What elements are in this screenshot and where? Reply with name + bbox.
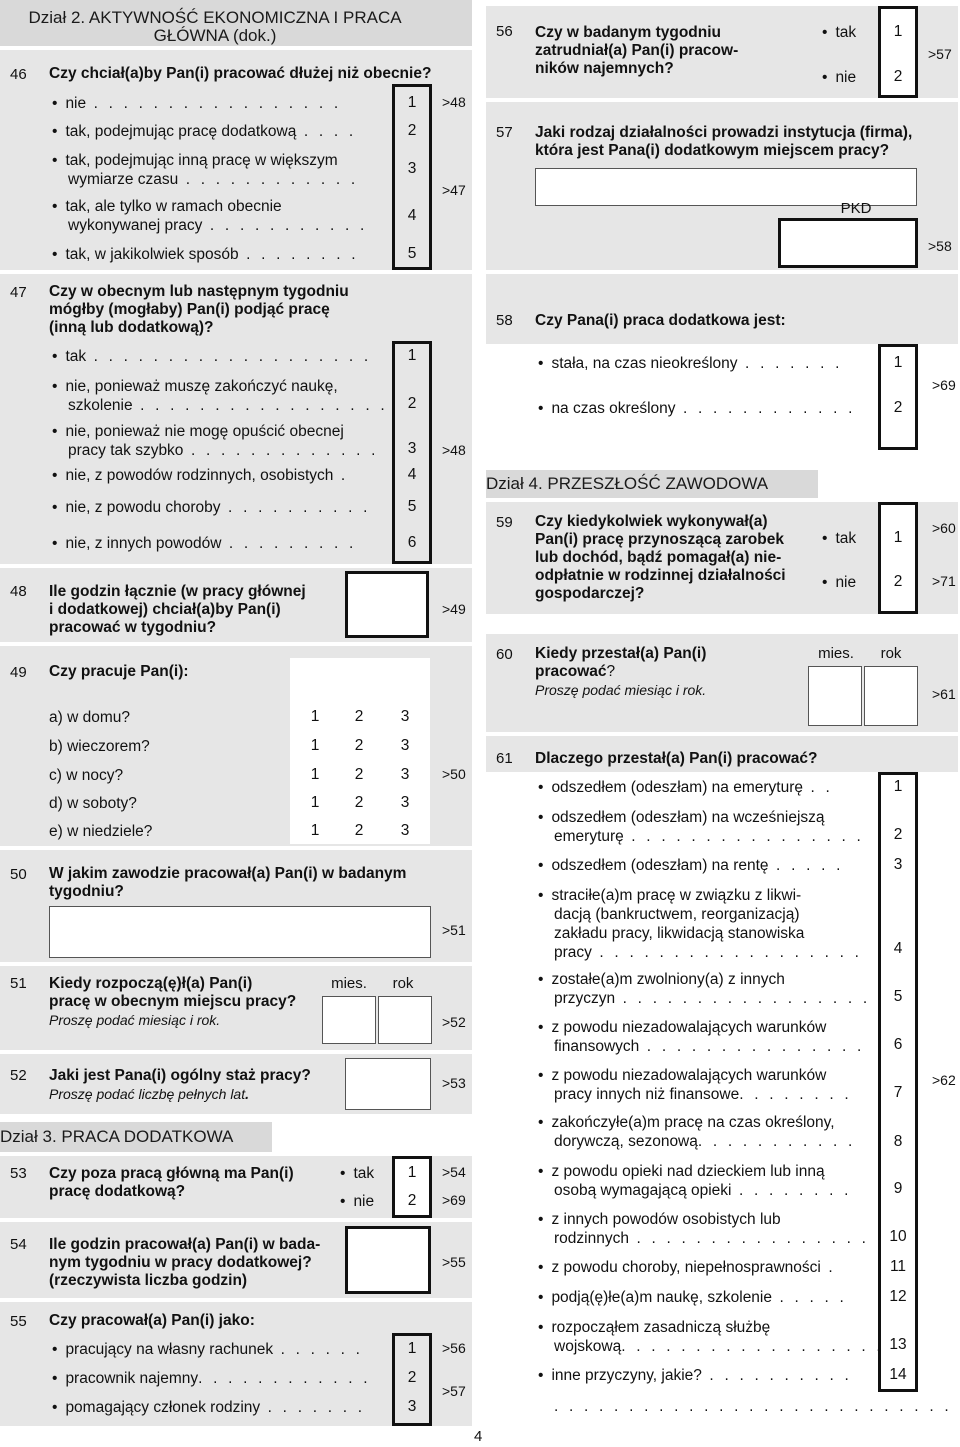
hint-text: Proszę podać liczbę pełnych lat.	[49, 1086, 249, 1102]
option-nie[interactable]: • nie . . . . . . . . . . . . . . . . .	[52, 94, 341, 113]
question-text-line2: pracować?	[535, 663, 616, 680]
section-4-title: Dział 4. PRZESZŁOŚĆ ZAWODOWA	[486, 474, 769, 493]
answer-code[interactable]: 1	[310, 822, 320, 839]
answer-code[interactable]: 4	[407, 207, 417, 224]
row-label: d) w soboty?	[49, 795, 137, 812]
option-wojsko[interactable]: • rozpocząłem zasadniczą służbę wojskową. . . . . . . . . . . . . . . . . .	[538, 1318, 884, 1356]
q47-code-column	[392, 341, 432, 564]
question-number: 58	[496, 312, 513, 329]
question-57	[486, 102, 958, 270]
skip-instruction: >48	[442, 442, 466, 458]
answer-code[interactable]: 2	[893, 399, 903, 416]
option-czas-okreslony[interactable]: • zakończyłe(a)m pracę na czas określony, dorywczą, sezonową. . . . . . . . . . .	[538, 1113, 856, 1151]
question-number: 48	[10, 583, 27, 600]
q61-code-column	[878, 772, 918, 1392]
question-text-line1: Ile godzin pracował(a) Pan(i) w bada-	[49, 1236, 321, 1253]
option-tak[interactable]: • tak . . . . . . . . . . . . . . . . . . .	[52, 347, 371, 366]
left-column	[0, 0, 472, 1430]
option-tak-obecna-praca[interactable]: • tak, ale tylko w ramach obecnie wykonywanej pracy . . . . . . . . . . .	[52, 197, 368, 235]
answer-code[interactable]: 4	[407, 466, 417, 483]
label-month: mies.	[818, 645, 854, 662]
question-number: 53	[10, 1165, 27, 1182]
option-nie[interactable]: • nie	[340, 1192, 374, 1211]
q59-code-column	[878, 502, 918, 614]
question-49	[0, 646, 472, 846]
question-52	[0, 1054, 472, 1114]
skip-instruction: >62	[932, 1072, 956, 1088]
skip-instruction: >69	[932, 377, 956, 393]
section-4-header	[486, 470, 818, 498]
option-nie[interactable]: • nie	[822, 68, 856, 87]
question-number: 50	[10, 866, 27, 883]
question-number: 47	[10, 284, 27, 301]
question-number: 59	[496, 514, 513, 531]
question-text-line2: mógłby (mogłaby) Pan(i) podjąć pracę	[49, 301, 330, 318]
option-nauka[interactable]: • podją(ę)łe(a)m naukę, szkolenie . . . . .	[538, 1288, 847, 1307]
year-input[interactable]	[378, 996, 432, 1044]
answer-code[interactable]: 2	[354, 794, 364, 811]
answer-code[interactable]: 1	[407, 1340, 417, 1357]
month-input[interactable]	[322, 996, 376, 1044]
answer-code[interactable]: 2	[407, 1192, 417, 1209]
skip-instruction: >47	[442, 182, 466, 198]
skip-instruction: >50	[442, 766, 466, 782]
option-finansowe[interactable]: • z powodu niezadowalających warunków finansowych . . . . . . . . . . . . . . .	[538, 1018, 865, 1056]
question-number: 57	[496, 124, 513, 141]
question-text: Dlaczego przestał(a) Pan(i) pracować?	[535, 750, 818, 767]
answer-code[interactable]: 1	[310, 708, 320, 725]
label-year: rok	[392, 975, 414, 992]
question-text-line2: tygodniu?	[49, 883, 124, 900]
answer-code[interactable]: 2	[354, 708, 364, 725]
option-warunki-pracy[interactable]: • z powodu niezadowalających warunków pracy innych niż finansowe. . . . . . . .	[538, 1066, 852, 1104]
answer-code[interactable]: 2	[407, 122, 417, 139]
skip-instruction: >51	[442, 922, 466, 938]
skip-instruction: >61	[932, 686, 956, 702]
skip-instruction: >52	[442, 1014, 466, 1030]
answer-code[interactable]: 11	[889, 1258, 907, 1275]
question-text-line2: pracę dodatkową?	[49, 1183, 186, 1200]
question-text-line1: Czy w obecnym lub następnym tygodniu	[49, 283, 349, 300]
answer-code[interactable]: 3	[407, 1398, 417, 1415]
answer-code[interactable]: 14	[889, 1366, 907, 1383]
section-2-title-line2: GŁÓWNA (dok.)	[153, 26, 277, 45]
answer-code[interactable]: 6	[407, 534, 417, 551]
row-label: c) w nocy?	[49, 767, 124, 784]
question-text-line4: odpłatnie w rodzinnej działalności	[535, 567, 786, 584]
answer-code[interactable]: 2	[354, 822, 364, 839]
question-number: 60	[496, 646, 513, 663]
question-text-line1: Czy kiedykolwiek wykonywał(a)	[535, 513, 768, 530]
question-number: 46	[10, 66, 27, 83]
skip-instruction: >71	[932, 573, 956, 589]
question-text-line2: nym tygodniu w pracy dodatkowej?	[49, 1254, 312, 1271]
answer-code[interactable]: 8	[893, 1133, 903, 1150]
skip-instruction: >57	[442, 1383, 466, 1399]
answer-code[interactable]: 12	[889, 1288, 907, 1305]
answer-code[interactable]: 1	[407, 347, 417, 364]
answer-code[interactable]: 1	[407, 1164, 417, 1181]
section-3-header	[0, 1122, 272, 1152]
skip-instruction: >48	[442, 94, 466, 110]
section-2-header	[0, 0, 472, 46]
option-zwolniony[interactable]: • zostałe(a)m zwolniony(a) z innych przyczyn . . . . . . . . . . . . . . . . .	[538, 970, 870, 1008]
answer-code[interactable]: 9	[893, 1180, 903, 1197]
month-input[interactable]	[808, 666, 862, 726]
option-tak-inna-praca[interactable]: • tak, podejmując inną pracę w większym wymiarze czasu . . . . . . . . . . . .	[52, 151, 358, 189]
row-label: a) w domu?	[49, 709, 130, 726]
answer-code[interactable]: 10	[889, 1228, 907, 1245]
question-text: Czy Pana(i) praca dodatkowa jest:	[535, 312, 786, 329]
skip-instruction: >69	[442, 1192, 466, 1208]
question-text-line2: zatrudniał(a) Pan(i) pracow-	[535, 42, 739, 59]
answer-code[interactable]: 13	[889, 1336, 907, 1353]
question-number: 54	[10, 1236, 27, 1253]
answer-code[interactable]: 3	[400, 737, 410, 754]
question-text-line1: Ile godzin łącznie (w pracy głównej	[49, 583, 306, 600]
q58-code-column	[878, 344, 918, 450]
other-reason-line[interactable]: . . . . . . . . . . . . . . . . . . . . . . . . . . .	[554, 1398, 952, 1415]
option-likwidacja[interactable]: • straciłe(a)m pracę w związku z likwi- dacją (bankructwem, reorganizacją) zakładu pracy, likwidacją stanowiska pracy . . . . . . . . . . . . . . . . . .	[538, 886, 862, 962]
year-input[interactable]	[864, 666, 918, 726]
answer-code[interactable]: 3	[400, 794, 410, 811]
answer-code[interactable]: 7	[893, 1084, 903, 1101]
q46-code-column	[392, 84, 432, 270]
answer-code[interactable]: 1	[310, 766, 320, 783]
option-okreslony[interactable]: • na czas określony . . . . . . . . . . . .	[538, 399, 856, 418]
option-tak[interactable]: • tak	[822, 529, 856, 548]
label-year: rok	[880, 645, 902, 662]
question-text: Czy chciał(a)by Pan(i) pracować dłużej niż obecnie?	[49, 65, 432, 82]
question-text: Czy pracuje Pan(i):	[49, 663, 189, 680]
question-text: Czy pracował(a) Pan(i) jako:	[49, 1312, 255, 1329]
answer-code[interactable]: 5	[407, 498, 417, 515]
question-text: Jaki jest Pana(i) ogólny staż pracy?	[49, 1067, 311, 1084]
option-opieka[interactable]: • z powodu opieki nad dzieckiem lub inną osobą wymagającą opieki . . . . . . . .	[538, 1162, 852, 1200]
answer-code[interactable]: 1	[893, 778, 903, 795]
answer-code[interactable]: 4	[893, 940, 903, 957]
question-number: 52	[10, 1067, 27, 1084]
row-label: b) wieczorem?	[49, 738, 150, 755]
option-nauka[interactable]: • nie, ponieważ muszę zakończyć naukę, szkolenie . . . . . . . . . . . . . . . . .	[52, 377, 388, 415]
option-inne-powody[interactable]: • nie, z innych powodów . . . . . . . . .	[52, 534, 357, 553]
option-tak-jakikolwiek[interactable]: • tak, w jakikolwiek sposób . . . . . . . .	[52, 245, 359, 264]
skip-instruction: >57	[928, 46, 952, 62]
answer-code[interactable]: 1	[310, 794, 320, 811]
row-label: e) w niedziele?	[49, 823, 153, 840]
right-column	[486, 0, 958, 1430]
answer-code[interactable]: 3	[407, 160, 417, 177]
hours-input-box[interactable]	[345, 571, 429, 638]
question-text-line2: pracę w obecnym miejscu pracy?	[49, 993, 297, 1010]
option-rodzinne[interactable]: • nie, z powodów rodzinnych, osobistych .	[52, 466, 348, 485]
question-text-line2: Pan(i) pracę przynoszącą zarobek	[535, 531, 784, 548]
answer-code[interactable]: 3	[407, 440, 417, 457]
question-text-line1: Czy w badanym tygodniu	[535, 24, 722, 41]
occupation-input[interactable]	[49, 906, 431, 958]
label-pkd: PKD	[840, 200, 872, 217]
q56-code-column	[878, 6, 918, 98]
question-text-line1: W jakim zawodzie pracował(a) Pan(i) w badanym	[49, 865, 407, 882]
hint-text: Proszę podać miesiąc i rok.	[49, 1012, 221, 1028]
option-wlasny-rachunek[interactable]: • pracujący na własny rachunek . . . . . .	[52, 1340, 363, 1359]
answer-code[interactable]: 5	[893, 988, 903, 1005]
question-51	[0, 966, 472, 1050]
question-text-line3: lub dochód, bądź pomagał(a) nie-	[535, 549, 782, 566]
option-wczesniejsza-emerytura[interactable]: • odszedłem (odeszłam) na wcześniejszą emeryturę . . . . . . . . . . . . . . . .	[538, 808, 864, 846]
answer-code[interactable]: 2	[354, 737, 364, 754]
answer-code[interactable]: 3	[893, 856, 903, 873]
q53-code-column	[392, 1156, 432, 1218]
option-emerytura[interactable]: • odszedłem (odeszłam) na emeryturę . .	[538, 778, 833, 797]
hours-input-box[interactable]	[345, 1226, 431, 1294]
answer-code[interactable]: 1	[893, 354, 903, 371]
answer-code[interactable]: 1	[310, 737, 320, 754]
option-inne[interactable]: • inne przyczyny, jakie? . . . . . . . . . .	[538, 1366, 852, 1385]
question-50	[0, 850, 472, 962]
label-month: mies.	[331, 975, 367, 992]
question-48	[0, 568, 472, 642]
answer-code[interactable]: 3	[400, 766, 410, 783]
answer-code[interactable]: 2	[407, 395, 417, 412]
skip-instruction: >49	[442, 601, 466, 617]
question-text-line1: Kiedy rozpoczą(ę)ł(a) Pan(i)	[49, 975, 253, 992]
q55-code-column	[392, 1333, 432, 1426]
answer-code[interactable]: 3	[400, 708, 410, 725]
option-tak[interactable]: • tak	[822, 23, 856, 42]
option-renta[interactable]: • odszedłem (odeszłam) na rentę . . . . .	[538, 856, 844, 875]
seniority-input[interactable]	[345, 1058, 431, 1110]
skip-instruction: >60	[932, 520, 956, 536]
skip-instruction: >56	[442, 1340, 466, 1356]
question-text-line1: Jaki rodzaj działalności prowadzi instytucja (firma),	[535, 124, 913, 141]
option-obecna-praca[interactable]: • nie, ponieważ nie mogę opuścić obecnej pracy tak szybko . . . . . . . . . . . . .	[52, 422, 379, 460]
answer-code[interactable]: 1	[407, 94, 417, 111]
answer-code[interactable]: 2	[893, 573, 903, 590]
option-pomagajacy-czlonek[interactable]: • pomagający członek rodziny . . . . . . .	[52, 1398, 365, 1417]
question-number: 49	[10, 664, 27, 681]
question-text-line2: która jest Pana(i) dodatkowym miejscem pracy?	[535, 142, 890, 159]
answer-code[interactable]: 1	[893, 23, 903, 40]
question-54	[0, 1222, 472, 1298]
question-text-line1: Kiedy przestał(a) Pan(i)	[535, 645, 707, 662]
option-osobiste[interactable]: • z innych powodów osobistych lub rodzinnych . . . . . . . . . . . . . . . .	[538, 1210, 869, 1248]
skip-instruction: >54	[442, 1164, 466, 1180]
answer-code[interactable]: 2	[354, 766, 364, 783]
answer-code[interactable]: 5	[407, 245, 417, 262]
answer-code[interactable]: 3	[400, 822, 410, 839]
skip-instruction: >58	[928, 238, 952, 254]
skip-instruction: >55	[442, 1254, 466, 1270]
question-text-line3: (inną lub dodatkową)?	[49, 319, 214, 336]
section-2-title-line1: Dział 2. AKTYWNOŚĆ EKONOMICZNA I PRACA	[28, 8, 402, 27]
question-text-line3: ników najemnych?	[535, 60, 674, 77]
skip-instruction: >53	[442, 1075, 466, 1091]
question-60	[486, 634, 958, 732]
answer-code[interactable]: 2	[407, 1369, 417, 1386]
option-nieokreslony[interactable]: • stała, na czas nieokreślony . . . . . . .	[538, 354, 843, 373]
question-text-line3: (rzeczywista liczba godzin)	[49, 1272, 248, 1289]
question-text-line1: Czy poza pracą główną ma Pan(i)	[49, 1165, 294, 1182]
option-choroba[interactable]: • z powodu choroby, niepełnosprawności .	[538, 1258, 836, 1277]
answer-code[interactable]: 1	[893, 529, 903, 546]
option-tak[interactable]: • tak	[340, 1164, 374, 1183]
page-number: 4	[474, 1428, 483, 1445]
question-text-line3: pracować w tygodniu?	[49, 619, 217, 636]
question-text-line2: i dodatkowej) chciał(a)by Pan(i)	[49, 601, 281, 618]
option-nie[interactable]: • nie	[822, 573, 856, 592]
answer-code[interactable]: 2	[893, 826, 903, 843]
section-3-title: Dział 3. PRACA DODATKOWA	[0, 1127, 234, 1146]
answer-code[interactable]: 2	[893, 68, 903, 85]
question-number: 55	[10, 1313, 27, 1330]
question-text-line5: gospodarczej?	[535, 585, 645, 602]
option-pracownik-najemny[interactable]: • pracownik najemny. . . . . . . . . . . .	[52, 1369, 371, 1388]
option-tak-dodatkowa[interactable]: • tak, podejmując pracę dodatkową . . . .	[52, 122, 356, 141]
hint-text: Proszę podać miesiąc i rok.	[535, 682, 707, 698]
question-number: 51	[10, 975, 27, 992]
pkd-code-box[interactable]	[778, 218, 918, 268]
question-number: 61	[496, 750, 513, 767]
option-choroba[interactable]: • nie, z powodu choroby . . . . . . . . . .	[52, 498, 371, 517]
answer-code[interactable]: 6	[893, 1036, 903, 1053]
question-number: 56	[496, 23, 513, 40]
